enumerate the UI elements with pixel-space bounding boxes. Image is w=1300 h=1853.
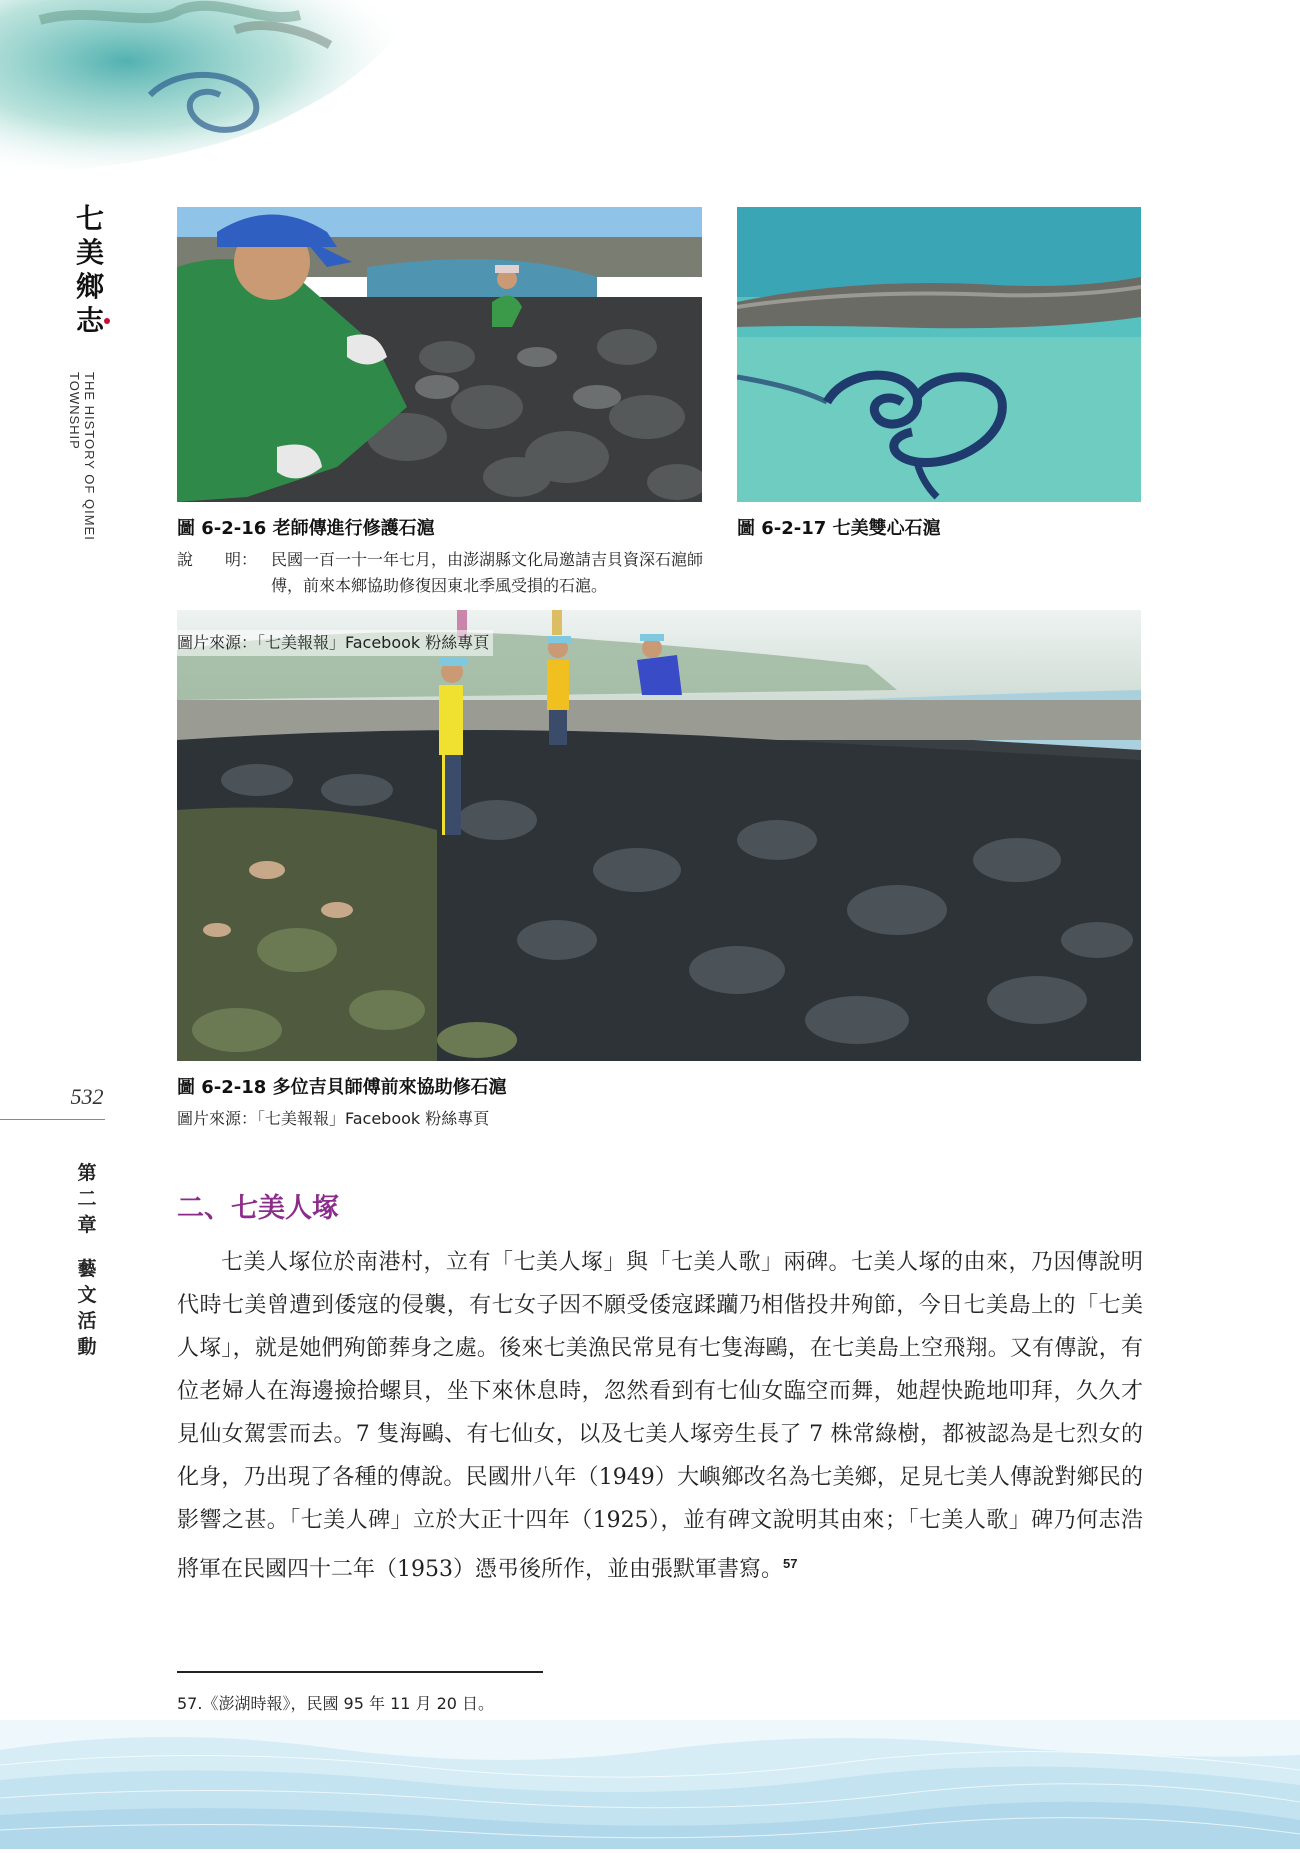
chapter-char: 二	[77, 1188, 97, 1210]
figure-caption-title: 圖 6-2-17 七美雙心石滬	[737, 518, 941, 539]
section-heading: 二、七美人塚	[177, 1193, 339, 1224]
book-title-char: 七	[75, 202, 104, 235]
figure-note-label: 說 明：	[177, 550, 258, 569]
figure-source: 圖片來源：「七美報報」Facebook 粉絲專頁	[177, 630, 493, 656]
chapter-label	[72, 1160, 102, 1360]
photo-stone-weir-repair	[177, 207, 702, 502]
chapter-char: 章	[77, 1214, 97, 1236]
footnote: 57.《澎湖時報》，民國 95 年 11 月 20 日。	[177, 1694, 495, 1713]
book-subtitle: THE HISTORY OF QIMEI TOWNSHIP	[67, 372, 97, 541]
photo-masters-repair-weir	[177, 610, 1141, 1061]
photo-twin-hearts-weir	[737, 207, 1141, 502]
chapter-char: 動	[77, 1336, 97, 1358]
chapter-spacer	[72, 1238, 102, 1256]
footnote-reference[interactable]: 57	[783, 1556, 798, 1571]
book-title-char: 志	[75, 304, 104, 337]
page-number-rule	[0, 1119, 105, 1120]
bottom-wave-decoration	[0, 1720, 1300, 1849]
chapter-char: 藝	[77, 1258, 97, 1280]
chapter-char: 活	[77, 1310, 97, 1332]
chapter-char: 第	[77, 1162, 97, 1184]
chapter-char: 文	[77, 1284, 97, 1306]
figure-caption-title: 圖 6-2-18 多位吉貝師傅前來協助修石滬	[177, 1077, 507, 1098]
book-title	[70, 202, 110, 338]
figure-source: 圖片來源：「七美報報」Facebook 粉絲專頁	[177, 1109, 490, 1128]
figure-note-text: 民國一百一十一年七月，由澎湖縣文化局邀請吉貝資深石滬師傅，前來本鄉協助修復因東北季風受損的石滬。	[271, 550, 704, 595]
book-title-char: 美	[75, 236, 104, 269]
corner-watercolor-decoration	[0, 0, 460, 185]
footnote-divider	[177, 1671, 543, 1673]
title-red-dot	[104, 318, 110, 324]
figure-caption-title: 圖 6-2-16 老師傳進行修護石滬	[177, 518, 435, 539]
page-number: 532	[70, 1084, 104, 1109]
book-title-char: 鄉	[75, 270, 104, 303]
body-paragraph	[177, 1241, 1143, 1591]
body-paragraph-text: 七美人塚位於南港村，立有「七美人塚」與「七美人歌」兩碑。七美人塚的由來，乃因傳說明代時七美曾遭到倭寇的侵襲，有七女子因不願受倭寇蹂躪乃相偕投井殉節，今日七美島上的「七美人塚」，就是她們殉節葬身之處。後來七美漁民常見有七隻海鷗，在七美島上空飛翔。又有傳說，有位老婦人在海邊撿拾螺貝，坐下來休息時，忽然看到有七仙女臨空而舞，她趕快跪地叩拜，久久才見仙女駕雲而去。7 隻海鷗、有七仙女，以及七美人塚旁生長了 7 株常綠樹，都被認為是七烈女的化身，乃出現了各種的傳說。民國卅八年（1949）大嶼鄉改名為七美鄉，足見七美人傳說對鄉民的影響之甚。「七美人碑」立於大正十四年（1925），並有碑文說明其由來；「七美人歌」碑乃何志浩將軍在民國四十二年（1953）憑弔後所作，並由張默軍書寫。	[177, 1250, 1143, 1582]
